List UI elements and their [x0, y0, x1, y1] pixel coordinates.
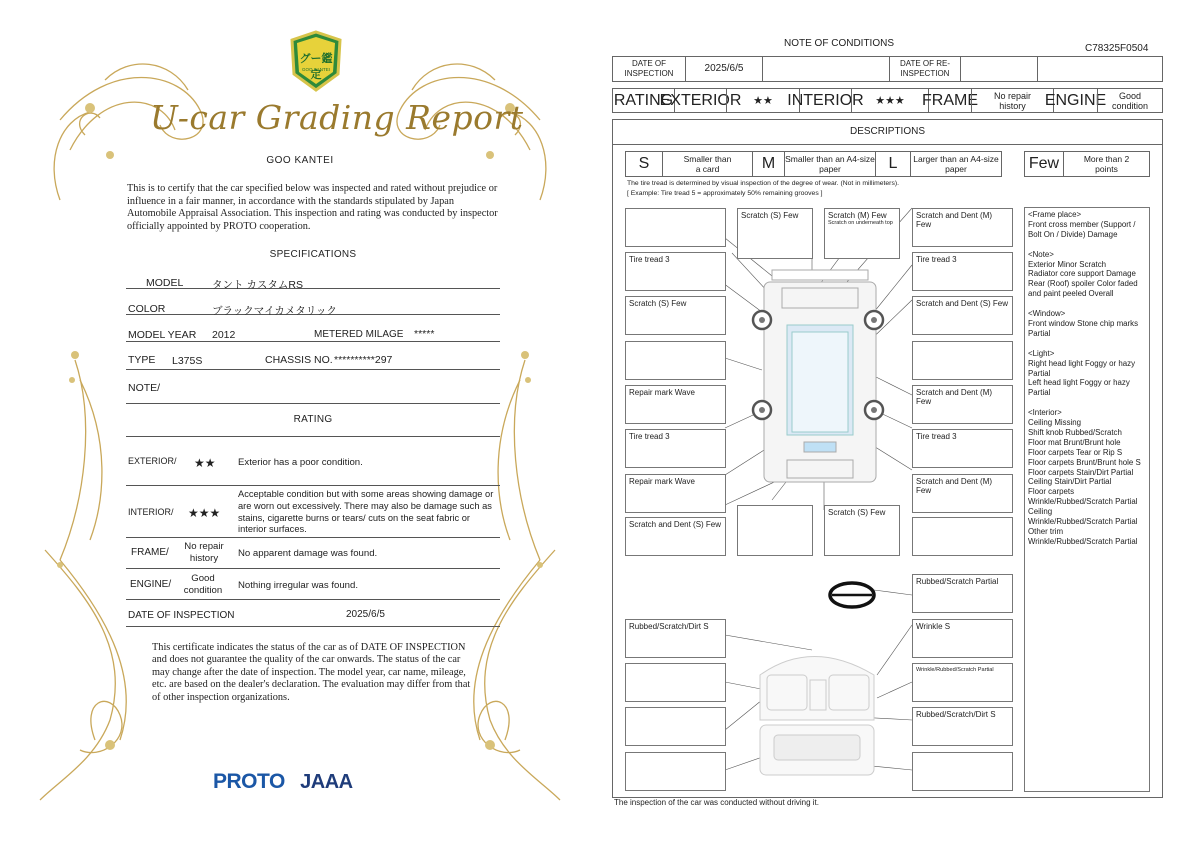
footer-text: This certificate indicates the status of the car as of DATE OF INSPECTION and does not guarantee the quality of the car onwards. The status of the car may change after the date of inspection. The model year, car name, mileage, etc. are based on the dealer's declaration. The evaluation may differ from that of other inspection organizations.: [152, 642, 471, 703]
note-line: Left head light Foggy or hazy Partial: [1028, 378, 1130, 398]
exterior-box-bottom-mid1: [737, 505, 813, 556]
steering-wheel-icon: [830, 583, 874, 607]
note-line: Radiator core support Damage: [1028, 269, 1136, 279]
noc-footer: The inspection of the car was conducted without driving it.: [614, 798, 819, 807]
note-line: Right head light Foggy or hazy Partial: [1028, 358, 1136, 378]
engine-value-cell: Good condition: [1097, 88, 1163, 113]
exterior-label: EXTERIOR/: [128, 456, 177, 466]
model-row: [126, 265, 500, 289]
note-line: Ceiling Missing: [1028, 418, 1082, 428]
frame-value: No repair history: [184, 541, 224, 564]
note-line: <Frame place>: [1028, 210, 1082, 219]
engine-value: Good condition: [183, 573, 223, 596]
exterior-box-r4: [912, 341, 1013, 380]
exterior-box-r6: Tire tread 3: [912, 429, 1013, 468]
exterior-box-r5: Scratch and Dent (M) Few: [912, 385, 1013, 424]
legend-s: S: [625, 151, 663, 177]
report-subtitle: GOO KANTEI: [266, 155, 334, 166]
note-line: Ceiling Stain/Dirt Partial: [1028, 477, 1112, 487]
type-value: L375S: [172, 355, 203, 367]
note-line: Wrinkle/Rubbed/Scratch Partial: [1028, 497, 1138, 507]
interior-box-l3: [625, 707, 726, 746]
exterior-box-r3: Scratch and Dent (S) Few: [912, 296, 1013, 335]
chassis-label: CHASSIS NO.: [265, 354, 333, 366]
note-line: Exterior Minor Scratch: [1028, 259, 1107, 269]
engine-desc: Nothing irregular was found.: [238, 580, 358, 591]
tire-example: [ Example: Tire tread 5 = approximately 50% remaining grooves ]: [627, 190, 823, 197]
legend-few: Few: [1024, 151, 1064, 177]
exterior-box-bottom-left: Scratch and Dent (S) Few: [625, 517, 726, 556]
model-year-label: MODEL YEAR: [128, 329, 197, 341]
note-line: Floor mat Brunt/Brunt hole: [1028, 437, 1121, 447]
interior-box-r2: Wrinkle/Rubbed/Scratch Partial: [912, 663, 1013, 702]
frame-desc: No apparent damage was found.: [238, 548, 378, 559]
frame-label: FRAME/: [131, 547, 169, 558]
exterior-label-cell: EXTERIOR: [674, 88, 727, 113]
color-value: ブラックマイカメタリック: [212, 305, 337, 317]
legend-l-desc: Larger than an A4-size paper: [910, 151, 1002, 177]
note-label: NOTE/: [128, 382, 161, 394]
note-line: Wrinkle/Rubbed/Scratch Partial: [1028, 536, 1138, 546]
descriptions-heading: DESCRIPTIONS: [612, 119, 1163, 145]
note-line: <Window>: [1028, 309, 1066, 319]
badge-sub: GOO KANTEI: [301, 67, 330, 72]
note-row: [126, 371, 500, 404]
note-line: Ceiling: [1028, 507, 1053, 517]
date-label: DATE OF INSPECTION: [128, 610, 235, 621]
chassis-value: **********297: [334, 354, 393, 366]
model-year-row: [126, 316, 500, 342]
exterior-box-top-mid2-sub: Scratch on underneath top: [828, 220, 893, 226]
report-title: U-car Grading Report: [150, 98, 524, 137]
footer-logos: [213, 770, 353, 794]
car-top-view: [764, 270, 876, 482]
note-line: Floor carpets Brunt/Brunt hole S: [1028, 457, 1141, 467]
goo-kantei-badge: [288, 30, 344, 92]
interior-box-r4: [912, 752, 1013, 791]
exterior-box-l6: Tire tread 3: [625, 429, 726, 468]
note-line: Floor carpets Tear or Rip S: [1028, 447, 1123, 457]
engine-row: [126, 570, 500, 600]
note-line: <Note>: [1028, 249, 1054, 259]
note-line: [1028, 299, 1146, 309]
note-line: Rear (Roof) spoiler Color faded and paint peeled Overall: [1028, 279, 1138, 299]
legend-l: L: [875, 151, 911, 177]
interior-label-cell: INTERIOR: [799, 88, 852, 113]
interior-box-steering: Rubbed/Scratch Partial: [912, 574, 1013, 613]
interior-box-l2: [625, 663, 726, 702]
note-line: Shift knob Rubbed/Scratch: [1028, 427, 1122, 437]
interior-rating-row: [126, 487, 500, 538]
exterior-box-l2: Tire tread 3: [625, 252, 726, 291]
note-line: [1028, 398, 1146, 408]
intro-text: This is to certify that the car specified below was inspected and rated without prejudice or influence in a fair manner, in accordance with the standards stipulated by Japan Automobile Appraisal Association. This inspection and rating was conducted by inspector officially appointed by PROTO cooperation.: [127, 183, 498, 232]
exterior-stars: ★★: [194, 456, 216, 470]
exterior-box-bottom-mid2: Scratch (S) Few: [824, 505, 900, 556]
specifications-heading: SPECIFICATIONS: [269, 249, 357, 260]
interior-desc: Acceptable condition but with some areas showing damage or are worn out excessively. There may also be damage such as stains, cigarette burns or tears/ cuts on the seat fabric or interior surfaces.: [238, 489, 494, 535]
rating-heading: RATING: [293, 414, 333, 425]
car-interior-view: [760, 657, 874, 776]
interior-stars-cell: ★★★: [851, 88, 929, 113]
color-row: [126, 290, 500, 315]
mileage-label: METERED MILAGE: [314, 329, 404, 340]
note-line: <Interior>: [1028, 408, 1062, 418]
noc-code: C78325F0504: [1085, 43, 1149, 54]
jaaa-logo: JAAA: [300, 771, 353, 793]
date-value: 2025/6/5: [346, 609, 385, 620]
exterior-box-r7: Scratch and Dent (M) Few: [912, 474, 1013, 513]
exterior-box-top-mid2: [824, 208, 900, 259]
date-reinspection-label: DATE OF RE-INSPECTION: [889, 56, 961, 82]
exterior-box-l7: Repair mark Wave: [625, 474, 726, 513]
model-year-value: 2012: [212, 329, 236, 341]
interior-box-r3: Rubbed/Scratch/Dirt S: [912, 707, 1013, 746]
notes-panel: [1024, 207, 1150, 792]
note-line: Front cross member (Support / Bolt On / Divide) Damage: [1028, 219, 1136, 239]
note-line: Floor carpets: [1028, 487, 1075, 497]
tire-note: The tire tread is determined by visual inspection of the degree of wear. (Not in millimeters).: [627, 180, 899, 187]
exterior-desc: Exterior has a poor condition.: [238, 457, 363, 468]
engine-label: ENGINE/: [130, 579, 172, 590]
engine-label-cell: ENGINE: [1053, 88, 1098, 113]
model-label: MODEL: [146, 277, 184, 289]
exterior-box-r2: Tire tread 3: [912, 252, 1013, 291]
color-label: COLOR: [128, 303, 166, 315]
frame-label-cell: FRAME: [928, 88, 972, 113]
interior-stars: ★★★: [188, 506, 221, 520]
note-line: Other trim: [1028, 527, 1064, 536]
interior-box-l4: [625, 752, 726, 791]
exterior-box-l4: [625, 341, 726, 380]
exterior-box-bottom-right: [912, 517, 1013, 556]
exterior-box-top-right: Scratch and Dent (M) Few: [912, 208, 1013, 247]
legend-m-desc: Smaller than an A4-size paper: [784, 151, 876, 177]
date-blank-cell: [762, 56, 890, 82]
legend-s-desc: Smaller than a card: [662, 151, 753, 177]
date-inspection-value: 2025/6/5: [685, 56, 763, 82]
interior-box-r1: Wrinkle S: [912, 619, 1013, 658]
date-reinspection-blank: [1037, 56, 1163, 82]
interior-box-l1: Rubbed/Scratch/Dirt S: [625, 619, 726, 658]
type-row: [126, 343, 500, 370]
frame-value-cell: No repair history: [971, 88, 1054, 113]
exterior-box-top-mid1: Scratch (S) Few: [737, 208, 813, 259]
proto-logo: PROTO: [213, 770, 285, 793]
note-line: Wrinkle/Rubbed/Scratch Partial: [1028, 517, 1138, 527]
note-line: [1028, 240, 1146, 250]
exterior-stars-cell: ★★: [726, 88, 800, 113]
date-reinspection-value: [960, 56, 1038, 82]
model-value: タント カスタムRS: [212, 279, 304, 291]
type-label: TYPE: [128, 354, 156, 366]
legend-few-desc: More than 2 points: [1063, 151, 1150, 177]
date-row: [126, 601, 500, 627]
legend-m: M: [752, 151, 785, 177]
mileage-value: *****: [414, 328, 435, 340]
date-inspection-label: DATE OF INSPECTION: [612, 56, 686, 82]
exterior-box-top-mid2-text: Scratch (M) Few: [828, 211, 887, 220]
note-line: Front window Stone chip marks Partial: [1028, 318, 1139, 338]
interior-label: INTERIOR/: [128, 507, 174, 517]
note-line: [1028, 339, 1146, 349]
exterior-rating-row: [126, 437, 500, 486]
rating-label: RATING: [612, 88, 675, 113]
exterior-box-top-left: [625, 208, 726, 247]
noc-title: NOTE OF CONDITIONS: [784, 38, 894, 49]
exterior-box-l5: Repair mark Wave: [625, 385, 726, 424]
exterior-box-l3: Scratch (S) Few: [625, 296, 726, 335]
note-line: <Light>: [1028, 348, 1055, 358]
badge-text: グー鑑定: [299, 53, 333, 81]
frame-row: [126, 539, 500, 569]
note-line: Floor carpets Stain/Dirt Partial: [1028, 467, 1134, 477]
